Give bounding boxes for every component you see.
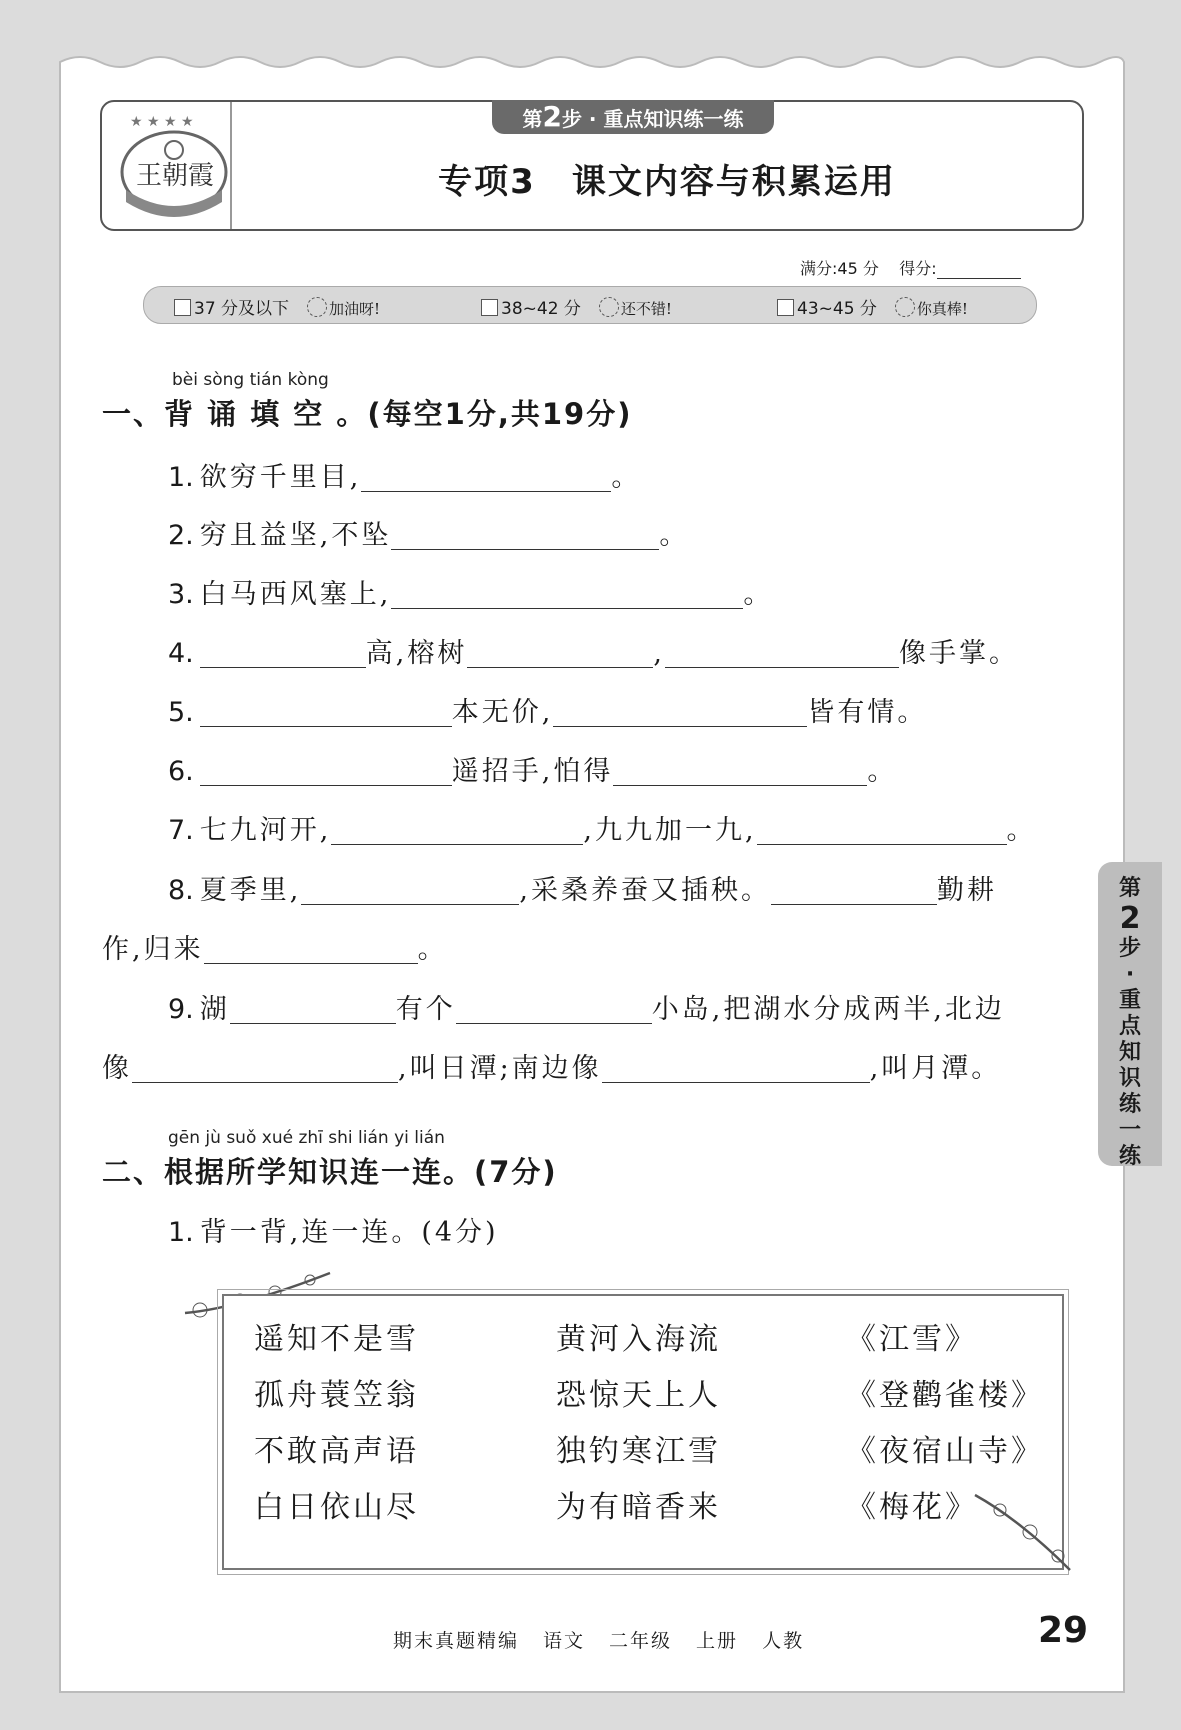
svg-text:★ ★ ★ ★: ★ ★ ★ ★: [130, 114, 194, 130]
q-text: 。: [743, 579, 774, 610]
question-4: [168, 631, 1019, 670]
side-tab-char: 重: [1118, 988, 1141, 1013]
match-item[interactable]: 白日依山尽: [254, 1490, 419, 1525]
q-text: 遥招手,怕得: [451, 756, 614, 787]
rating-high: [777, 294, 968, 319]
q-text: ,: [653, 638, 665, 669]
q-text: 七九河开,: [199, 815, 332, 846]
q-text: 白马西风塞上,: [199, 579, 392, 610]
rating-mid: [481, 294, 672, 319]
answer-blank[interactable]: [771, 876, 937, 905]
answer-blank[interactable]: [132, 1054, 398, 1083]
q-num: 6.: [168, 756, 194, 787]
side-tab-number: 2: [1119, 901, 1141, 936]
footer-subject: 语文: [543, 1630, 586, 1652]
side-tab-char: ·: [1125, 962, 1135, 987]
side-tab-char: 点: [1118, 1014, 1141, 1039]
answer-blank[interactable]: [613, 757, 867, 786]
q-text: ,九九加一九,: [583, 815, 757, 846]
footer: [393, 1626, 828, 1653]
side-tab-char: 知: [1118, 1040, 1141, 1065]
footer-book: 期末真题精编: [393, 1630, 520, 1652]
q-text: 。: [659, 520, 690, 551]
q-text: 穷且益坚,不坠: [199, 520, 392, 551]
section2-pinyin: gēn jù suǒ xué zhī shi lián yi lián: [168, 1128, 445, 1148]
answer-blank[interactable]: [391, 580, 743, 609]
q-text: 背一背,连一连。(4分): [199, 1217, 499, 1248]
checkbox[interactable]: [777, 299, 794, 316]
q-num: 1.: [168, 462, 194, 493]
column-second-lines: [556, 1312, 721, 1536]
question-8-continued: [102, 927, 448, 966]
page-number: 29: [1038, 1610, 1089, 1651]
q-text: 高,榕树: [365, 638, 468, 669]
match-item[interactable]: 黄河入海流: [556, 1322, 721, 1357]
match-item[interactable]: 《江雪》: [846, 1322, 978, 1357]
answer-blank[interactable]: [200, 698, 452, 727]
answer-blank[interactable]: [331, 816, 583, 845]
checkbox[interactable]: [481, 299, 498, 316]
column-first-lines: [254, 1312, 419, 1536]
answer-blank[interactable]: [204, 935, 418, 964]
question-8: [168, 868, 997, 907]
q-text: 勤耕: [936, 875, 997, 906]
q-text: 。: [611, 462, 642, 493]
answer-blank[interactable]: [553, 698, 807, 727]
checkbox[interactable]: [174, 299, 191, 316]
question-5: [168, 690, 927, 729]
step-number: 2: [542, 100, 562, 133]
answer-blank[interactable]: [757, 816, 1007, 845]
rating-cheer: 还不错!: [620, 300, 672, 318]
step-tab: [492, 100, 774, 134]
rating-bar: [143, 286, 1037, 324]
rating-range: 43~45 分: [797, 299, 877, 319]
section2-sub: [168, 1210, 499, 1249]
side-step-tab: [1098, 862, 1162, 1169]
rating-range: 38~42 分: [501, 299, 581, 319]
match-item[interactable]: 独钓寒江雪: [556, 1434, 721, 1469]
answer-blank[interactable]: [456, 995, 652, 1024]
question-6: [168, 749, 897, 788]
score-blank[interactable]: [937, 260, 1021, 279]
score-label: 得分:: [899, 259, 937, 278]
q-num: 4.: [168, 638, 194, 669]
side-tab-char: 识: [1118, 1066, 1141, 1091]
answer-blank[interactable]: [301, 876, 519, 905]
rating-cheer: 加油呀!: [329, 300, 381, 318]
q-num: 3.: [168, 579, 194, 610]
face-icon: [895, 297, 915, 317]
question-1: [168, 455, 641, 494]
face-icon: [599, 297, 619, 317]
question-9-continued: [102, 1046, 1001, 1085]
logo-seal-icon: [112, 110, 237, 220]
q-text: 作,归来: [102, 934, 204, 965]
q-text: 。: [417, 934, 448, 965]
score-line: [800, 256, 1021, 279]
answer-blank[interactable]: [230, 995, 396, 1024]
section1-heading: 一、背 诵 填 空 。(每空1分,共19分): [102, 397, 633, 431]
question-2: [168, 513, 689, 552]
side-tab-char: 练: [1118, 1144, 1141, 1169]
answer-blank[interactable]: [602, 1054, 870, 1083]
q-text: 欲穷千里目,: [199, 462, 362, 493]
q-num: 1.: [168, 1217, 194, 1248]
q-text: 。: [867, 756, 898, 787]
answer-blank[interactable]: [200, 639, 366, 668]
side-tab-char: 步: [1118, 936, 1141, 961]
q-text: 。: [1006, 815, 1037, 846]
side-tab-char: 一: [1118, 1118, 1141, 1143]
q-num: 9.: [168, 994, 194, 1025]
side-tab-char: 练: [1118, 1092, 1141, 1117]
section2-heading: 二、根据所学知识连一连。(7分): [102, 1155, 558, 1189]
full-score: 满分:45 分: [800, 259, 879, 278]
section1-pinyin: bèi sòng tián kòng: [172, 370, 329, 390]
match-item[interactable]: 《登鹳雀楼》: [846, 1378, 1044, 1413]
q-num: 8.: [168, 875, 194, 906]
q-text: 本无价,: [451, 697, 554, 728]
face-icon: [307, 297, 327, 317]
q-text: 有个: [395, 994, 456, 1025]
q-text: ,叫月潭。: [869, 1053, 1002, 1084]
match-item[interactable]: 恐惊天上人: [556, 1378, 721, 1413]
q-num: 2.: [168, 520, 194, 551]
q-text: ,采桑养蚕又插秧。: [519, 875, 771, 906]
rating-range: 37 分及以下: [194, 299, 290, 319]
match-item[interactable]: 《夜宿山寺》: [846, 1434, 1044, 1469]
header-box: [100, 100, 1084, 231]
question-9: [168, 987, 1005, 1026]
logo-separator: [230, 102, 232, 229]
page-title: 专项3 课文内容与积累运用: [438, 162, 896, 202]
step-suffix: 步 · 重点知识练一练: [561, 107, 744, 131]
match-item[interactable]: 遥知不是雪: [254, 1322, 419, 1357]
footer-edition: 人教: [762, 1630, 805, 1652]
q-num: 5.: [168, 697, 194, 728]
q-text: 像: [102, 1053, 132, 1084]
match-item[interactable]: 《梅花》: [846, 1490, 978, 1525]
rating-cheer: 你真棒!: [916, 300, 968, 318]
q-text: 小岛,把湖水分成两半,北边: [651, 994, 1005, 1025]
matching-box: [222, 1294, 1064, 1570]
plum-blossom-icon: [970, 1490, 1080, 1580]
match-item[interactable]: 为有暗香来: [556, 1490, 721, 1525]
answer-blank[interactable]: [391, 521, 659, 550]
footer-term: 上册: [696, 1630, 739, 1652]
q-num: 7.: [168, 815, 194, 846]
rating-low: [174, 294, 380, 319]
q-text: ,叫日潭;南边像: [398, 1053, 602, 1084]
answer-blank[interactable]: [665, 639, 899, 668]
logo-text: 王朝霞: [136, 161, 215, 191]
footer-grade: 二年级: [609, 1630, 673, 1652]
q-text: 夏季里,: [199, 875, 302, 906]
answer-blank[interactable]: [200, 757, 452, 786]
q-text: 像手掌。: [898, 638, 1019, 669]
match-item[interactable]: 不敢高声语: [254, 1434, 419, 1469]
q-text: 皆有情。: [807, 697, 928, 728]
question-7: [168, 808, 1037, 847]
answer-blank[interactable]: [467, 639, 653, 668]
match-item[interactable]: 孤舟蓑笠翁: [254, 1378, 419, 1413]
side-tab-char: 第: [1118, 876, 1141, 901]
step-prefix: 第: [522, 107, 543, 131]
answer-blank[interactable]: [361, 463, 611, 492]
q-text: 湖: [199, 994, 230, 1025]
question-3: [168, 572, 773, 611]
